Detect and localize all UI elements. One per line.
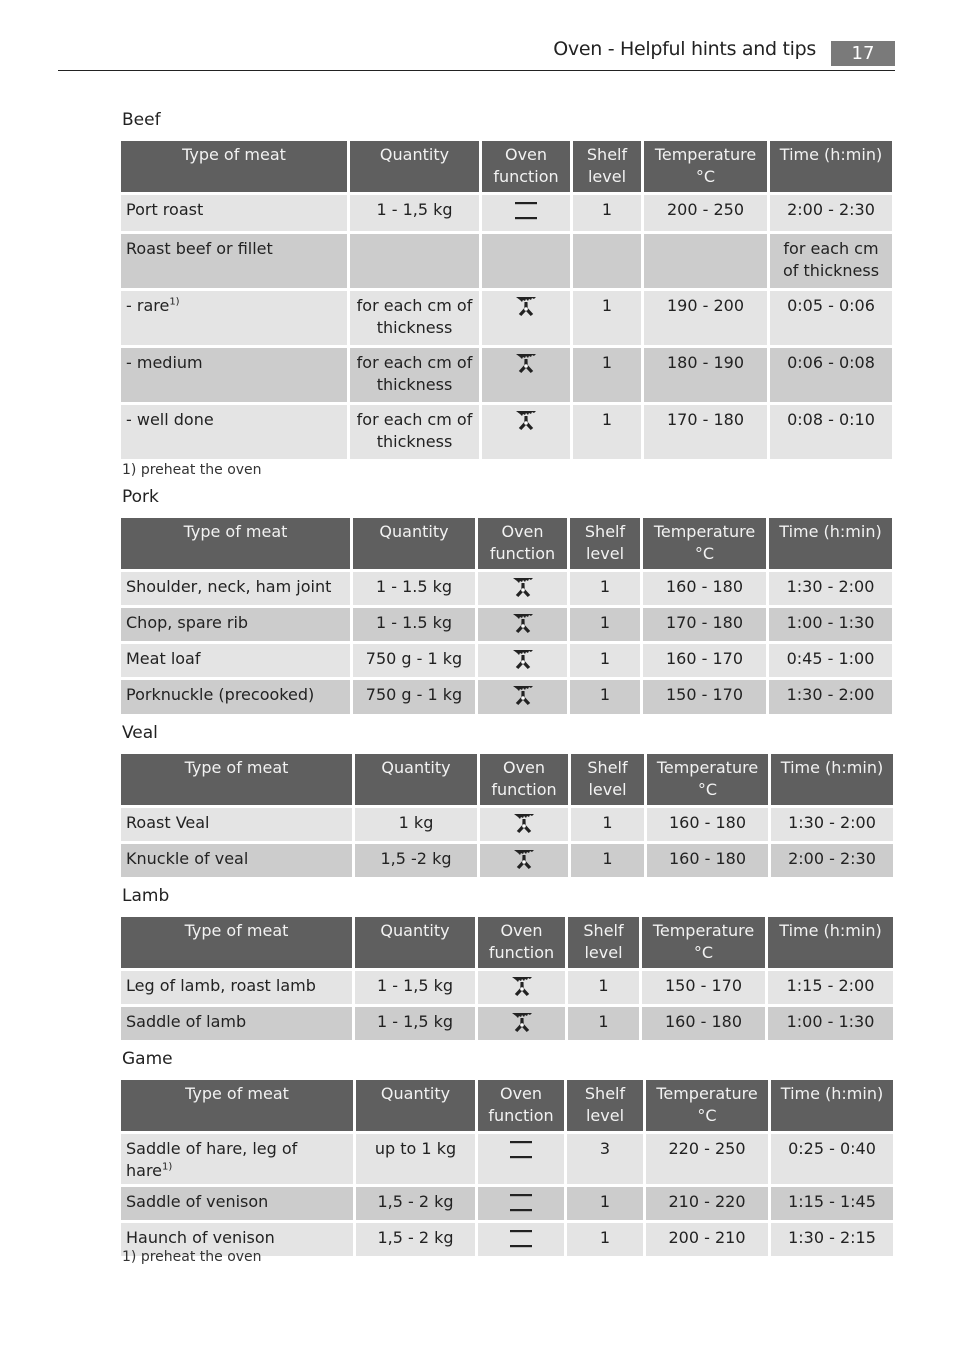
- page-number: 17: [831, 41, 895, 66]
- col-shelf-level-header: Shelf level: [573, 141, 641, 192]
- cell-temperature: 160 - 180: [643, 572, 766, 605]
- cell-quantity: 1 - 1,5 kg: [355, 971, 475, 1004]
- cell-shelf-level: 3: [567, 1134, 643, 1184]
- cell-quantity: for each cm of thickness: [350, 405, 479, 459]
- table-row: [121, 608, 892, 641]
- fan-cooking-icon: [513, 351, 539, 377]
- fan-cooking-icon: [513, 294, 539, 320]
- cell-meat: Saddle of venison: [121, 1187, 353, 1220]
- conventional-heating-icon: [513, 198, 539, 224]
- section-title-veal: Veal: [122, 723, 158, 743]
- cell-temperature: 170 - 180: [644, 405, 767, 459]
- cell-temperature: 190 - 200: [644, 291, 767, 345]
- cell-oven-function: [482, 405, 570, 459]
- table-veal: [118, 751, 896, 880]
- cell-quantity: 1,5 - 2 kg: [356, 1187, 475, 1220]
- cell-oven-function: [478, 971, 565, 1004]
- cell-meat: Leg of lamb, roast lamb: [121, 971, 352, 1004]
- page-header-title: Oven - Helpful hints and tips: [553, 38, 816, 60]
- cell-meat: - well done: [121, 405, 347, 459]
- col-quantity-header: Quantity: [355, 917, 475, 968]
- cell-quantity: for each cm of thickness: [350, 291, 479, 345]
- cell-meat: Saddle of lamb: [121, 1007, 352, 1040]
- cell-quantity: for each cm of thickness: [350, 348, 479, 402]
- cell-shelf-level: [573, 234, 641, 288]
- table-header-row: [121, 141, 892, 192]
- col-oven-function-header: Oven function: [478, 1080, 564, 1131]
- col-time-header: Time (h:min): [770, 141, 892, 192]
- cell-meat: Meat loaf: [121, 644, 350, 677]
- cell-shelf-level: 1: [570, 680, 640, 714]
- col-oven-function-header: Oven function: [478, 518, 567, 569]
- cell-quantity: 750 g - 1 kg: [353, 644, 475, 677]
- cell-temperature: 160 - 180: [642, 1007, 765, 1040]
- cell-meat: Roast Veal: [121, 808, 352, 841]
- cell-meat: Haunch of venison: [121, 1223, 353, 1256]
- col-temperature-header: Temperature °C: [644, 141, 767, 192]
- table-row: [121, 291, 892, 345]
- table-row: [121, 808, 893, 841]
- fan-cooking-icon: [510, 683, 536, 709]
- cell-temperature: [644, 234, 767, 288]
- cell-quantity: up to 1 kg: [356, 1134, 475, 1184]
- cell-meat: Knuckle of veal: [121, 844, 352, 877]
- fan-cooking-icon: [509, 974, 535, 1000]
- col-type-of-meat-header: Type of meat: [121, 917, 352, 968]
- cell-quantity: 1,5 -2 kg: [355, 844, 477, 877]
- cell-time: 1:30 - 2:00: [769, 572, 892, 605]
- cell-shelf-level: 1: [568, 971, 639, 1004]
- col-type-of-meat-header: Type of meat: [121, 1080, 353, 1131]
- cell-meat: Porknuckle (precooked): [121, 680, 350, 714]
- cell-time: 1:00 - 1:30: [769, 608, 892, 641]
- cell-quantity: 1 - 1.5 kg: [353, 608, 475, 641]
- cell-oven-function: [482, 195, 570, 231]
- cell-oven-function: [482, 291, 570, 345]
- col-time-header: Time (h:min): [769, 518, 892, 569]
- cell-meat: Port roast: [121, 195, 347, 231]
- cell-quantity: 1 - 1,5 kg: [350, 195, 479, 231]
- cell-quantity: 1,5 - 2 kg: [356, 1223, 475, 1256]
- fan-cooking-icon: [510, 647, 536, 673]
- cell-oven-function: [482, 234, 570, 288]
- cell-quantity: 1 kg: [355, 808, 477, 841]
- cell-quantity: [350, 234, 479, 288]
- col-type-of-meat-header: Type of meat: [121, 518, 350, 569]
- footnote-game: 1) preheat the oven: [122, 1249, 262, 1265]
- cell-shelf-level: 1: [567, 1187, 643, 1220]
- cell-quantity: 1 - 1,5 kg: [355, 1007, 475, 1040]
- cell-meat: - medium: [121, 348, 347, 402]
- cell-temperature: 150 - 170: [643, 680, 766, 714]
- cell-time: 1:00 - 1:30: [768, 1007, 893, 1040]
- header-rule: [58, 70, 895, 71]
- table-row: [121, 1134, 893, 1184]
- cell-temperature: 200 - 210: [646, 1223, 768, 1256]
- cell-time: 1:30 - 2:15: [771, 1223, 893, 1256]
- fan-cooking-icon: [509, 1010, 535, 1036]
- cell-temperature: 160 - 180: [647, 808, 768, 841]
- cell-temperature: 150 - 170: [642, 971, 765, 1004]
- cell-time: 0:06 - 0:08: [770, 348, 892, 402]
- footnote-marker: 1): [169, 296, 180, 308]
- table-pork: [118, 515, 895, 717]
- cell-shelf-level: 1: [570, 572, 640, 605]
- cell-shelf-level: 1: [571, 844, 644, 877]
- cell-shelf-level: 1: [568, 1007, 639, 1040]
- cell-time: for each cm of thickness: [770, 234, 892, 288]
- section-title-lamb: Lamb: [122, 886, 170, 906]
- section-title-pork: Pork: [122, 487, 159, 507]
- cell-time: 0:08 - 0:10: [770, 405, 892, 459]
- cell-meat: Chop, spare rib: [121, 608, 350, 641]
- cell-shelf-level: 1: [573, 195, 641, 231]
- col-quantity-header: Quantity: [356, 1080, 475, 1131]
- footnote-marker: 1): [162, 1161, 173, 1173]
- col-shelf-level-header: Shelf level: [568, 917, 639, 968]
- table-row: [121, 1007, 893, 1040]
- table-row: [121, 1187, 893, 1220]
- col-time-header: Time (h:min): [771, 754, 893, 805]
- cell-oven-function: [478, 644, 567, 677]
- cell-oven-function: [478, 680, 567, 714]
- col-quantity-header: Quantity: [355, 754, 477, 805]
- col-shelf-level-header: Shelf level: [567, 1080, 643, 1131]
- cell-temperature: 160 - 170: [643, 644, 766, 677]
- table-header-row: [121, 754, 893, 805]
- cell-temperature: 180 - 190: [644, 348, 767, 402]
- cell-meat: - rare$^{1)}$: [121, 291, 347, 345]
- footnote-beef: 1) preheat the oven: [122, 462, 262, 478]
- col-temperature-header: Temperature °C: [642, 917, 765, 968]
- cell-oven-function: [478, 1187, 564, 1220]
- cell-time: 1:15 - 1:45: [771, 1187, 893, 1220]
- table-header-row: [121, 917, 893, 968]
- cell-oven-function: [480, 808, 568, 841]
- cell-oven-function: [478, 1134, 564, 1184]
- cell-time: 1:30 - 2:00: [769, 680, 892, 714]
- col-type-of-meat-header: Type of meat: [121, 141, 347, 192]
- table-row: [121, 644, 892, 677]
- cell-oven-function: [478, 608, 567, 641]
- section-title-game: Game: [122, 1049, 173, 1069]
- col-shelf-level-header: Shelf level: [571, 754, 644, 805]
- table-row: [121, 195, 892, 231]
- cell-shelf-level: 1: [573, 348, 641, 402]
- cell-quantity: 750 g - 1 kg: [353, 680, 475, 714]
- col-oven-function-header: Oven function: [480, 754, 568, 805]
- cell-oven-function: [478, 1223, 564, 1256]
- col-oven-function-header: Oven function: [482, 141, 570, 192]
- cell-meat: Saddle of hare, leg of hare$^{1)}$: [121, 1134, 353, 1184]
- cell-oven-function: [478, 572, 567, 605]
- fan-cooking-icon: [513, 408, 539, 434]
- table-header-row: [121, 518, 892, 569]
- cell-temperature: 220 - 250: [646, 1134, 768, 1184]
- cell-oven-function: [478, 1007, 565, 1040]
- cell-temperature: 160 - 180: [647, 844, 768, 877]
- col-temperature-header: Temperature °C: [646, 1080, 768, 1131]
- col-oven-function-header: Oven function: [478, 917, 565, 968]
- table-row: [121, 844, 893, 877]
- table-header-row: [121, 1080, 893, 1131]
- col-shelf-level-header: Shelf level: [570, 518, 640, 569]
- cell-time: 0:25 - 0:40: [771, 1134, 893, 1184]
- col-temperature-header: Temperature °C: [647, 754, 768, 805]
- cell-shelf-level: 1: [571, 808, 644, 841]
- table-beef: [118, 138, 895, 462]
- section-title-beef: Beef: [122, 110, 161, 130]
- cell-shelf-level: 1: [570, 608, 640, 641]
- fan-cooking-icon: [511, 847, 537, 873]
- table-row: [121, 348, 892, 402]
- cell-shelf-level: 1: [570, 644, 640, 677]
- col-type-of-meat-header: Type of meat: [121, 754, 352, 805]
- fan-cooking-icon: [511, 811, 537, 837]
- col-time-header: Time (h:min): [771, 1080, 893, 1131]
- table-game: [118, 1077, 896, 1259]
- table-row: [121, 572, 892, 605]
- col-temperature-header: Temperature °C: [643, 518, 766, 569]
- fan-cooking-icon: [510, 611, 536, 637]
- cell-shelf-level: 1: [567, 1223, 643, 1256]
- cell-time: 1:30 - 2:00: [771, 808, 893, 841]
- table-row: [121, 405, 892, 459]
- col-time-header: Time (h:min): [768, 917, 893, 968]
- cell-time: 2:00 - 2:30: [771, 844, 893, 877]
- cell-shelf-level: 1: [573, 291, 641, 345]
- cell-temperature: 210 - 220: [646, 1187, 768, 1220]
- conventional-heating-icon: [508, 1137, 534, 1163]
- table-row: [121, 234, 892, 288]
- cell-meat: Shoulder, neck, ham joint: [121, 572, 350, 605]
- conventional-heating-icon: [508, 1226, 534, 1252]
- col-quantity-header: Quantity: [353, 518, 475, 569]
- cell-meat: Roast beef or fillet: [121, 234, 347, 288]
- table-row: [121, 971, 893, 1004]
- cell-time: 0:05 - 0:06: [770, 291, 892, 345]
- col-quantity-header: Quantity: [350, 141, 479, 192]
- table-row: [121, 680, 892, 714]
- cell-oven-function: [482, 348, 570, 402]
- cell-temperature: 170 - 180: [643, 608, 766, 641]
- conventional-heating-icon: [508, 1190, 534, 1216]
- cell-oven-function: [480, 844, 568, 877]
- table-lamb: [118, 914, 896, 1043]
- cell-time: 1:15 - 2:00: [768, 971, 893, 1004]
- cell-time: 2:00 - 2:30: [770, 195, 892, 231]
- cell-temperature: 200 - 250: [644, 195, 767, 231]
- fan-cooking-icon: [510, 575, 536, 601]
- cell-time: 0:45 - 1:00: [769, 644, 892, 677]
- cell-quantity: 1 - 1.5 kg: [353, 572, 475, 605]
- cell-shelf-level: 1: [573, 405, 641, 459]
